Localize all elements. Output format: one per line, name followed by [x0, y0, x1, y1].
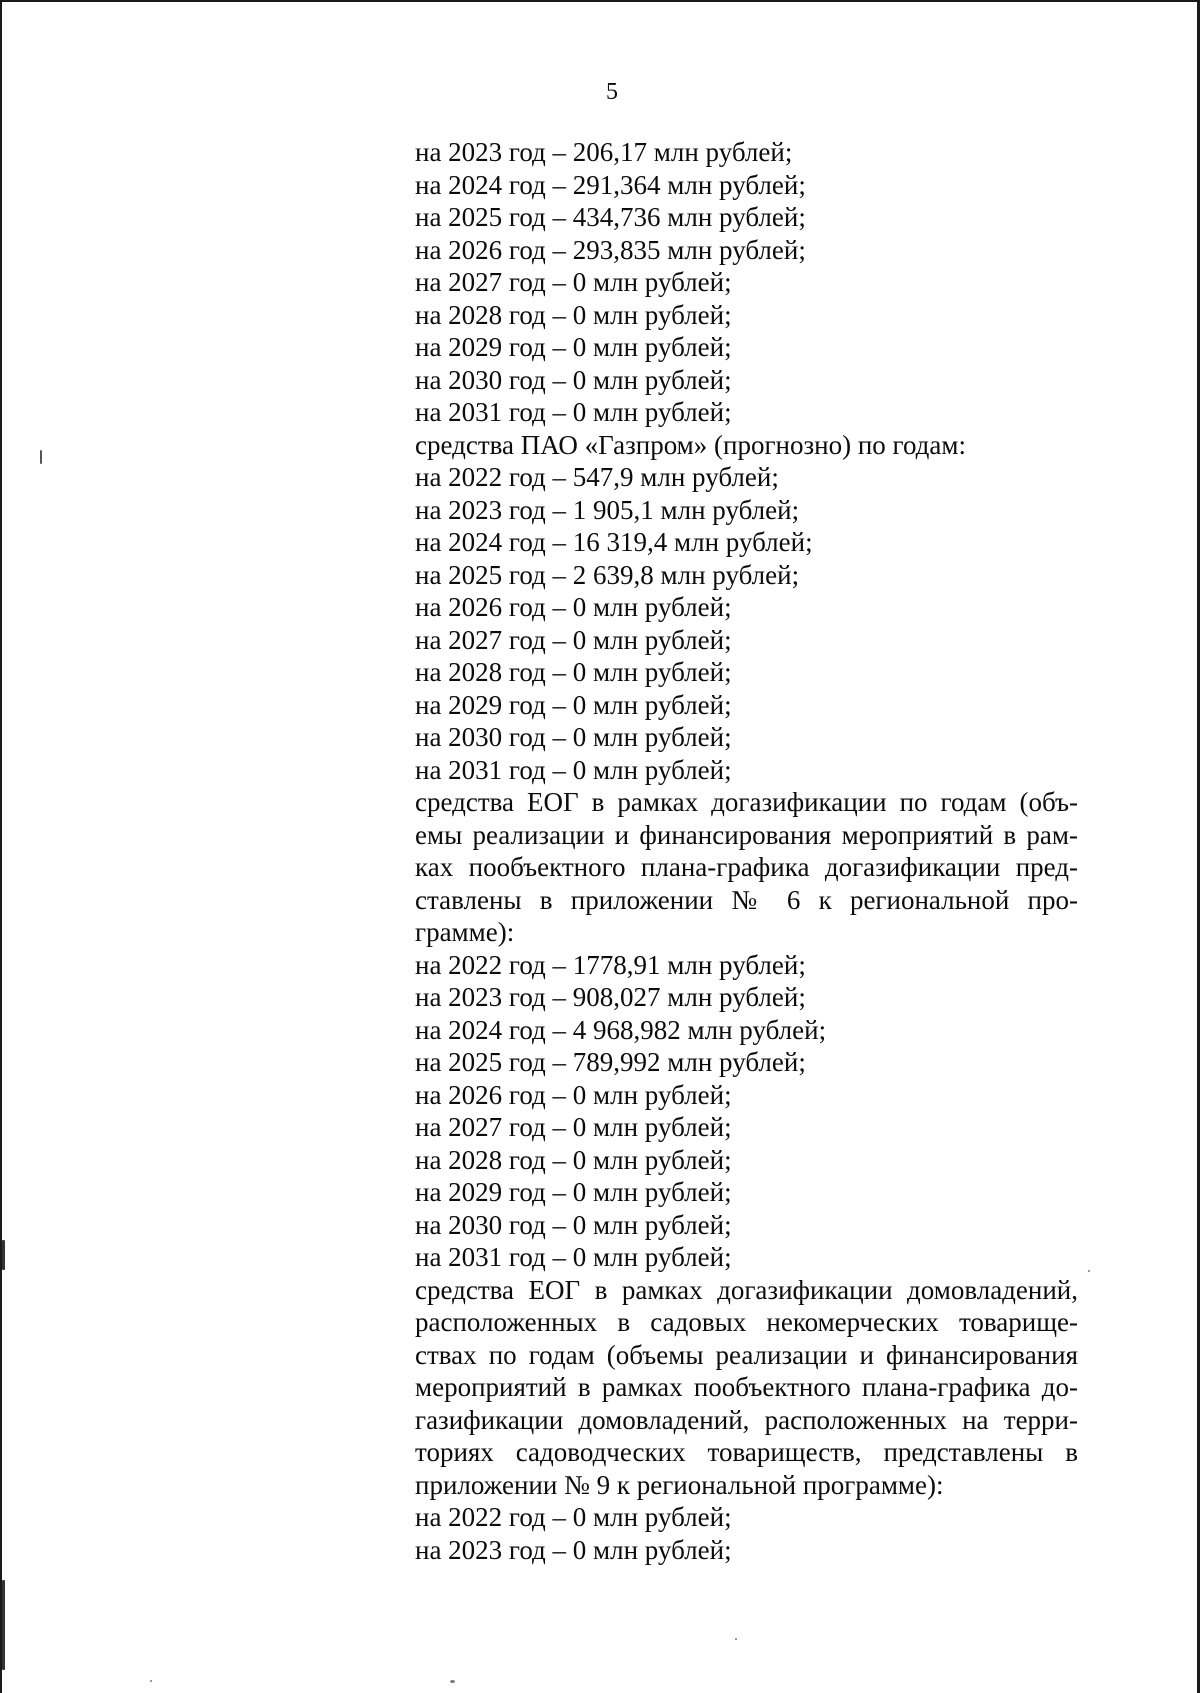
- year-line: на 2024 год – 291,364 млн рублей;: [415, 169, 806, 200]
- scan-border-top: [0, 0, 1200, 2]
- year-line: на 2024 год – 4 968,982 млн рублей;: [415, 1014, 827, 1045]
- block-heading-line: ках пообъектного плана-графика догазификации пред-: [415, 852, 1078, 882]
- year-line: на 2030 год – 0 млн рублей;: [415, 722, 732, 752]
- block-heading-line: приложении № 9 к региональной программе):: [415, 1469, 944, 1500]
- funding-block-eog-garden-households: [415, 1274, 1078, 1567]
- year-line: на 2023 год – 0 млн рублей;: [415, 1534, 732, 1565]
- year-line: на 2022 год – 547,9 млн рублей;: [415, 462, 779, 492]
- scan-speck: [40, 450, 42, 464]
- year-line: на 2029 год – 0 млн рублей;: [415, 332, 732, 362]
- block-heading-line: средства ЕОГ в рамках догазификации домовладений,: [415, 1274, 1078, 1305]
- scan-speck: [450, 1680, 455, 1683]
- block-heading-line: средства ЕОГ в рамках догазификации по годам (объ-: [415, 787, 1078, 817]
- year-line: на 2028 год – 0 млн рублей;: [415, 1144, 732, 1175]
- year-line: на 2030 год – 0 млн рублей;: [415, 364, 732, 395]
- block-heading-line: ствах по годам (объемы реализации и финансирования: [415, 1339, 1078, 1370]
- year-line: на 2025 год – 2 639,8 млн рублей;: [415, 559, 800, 590]
- scan-speck: [735, 1638, 737, 1640]
- year-line: на 2027 год – 0 млн рублей;: [415, 624, 732, 655]
- scan-speck: [1088, 1270, 1090, 1272]
- year-line: на 2023 год – 206,17 млн рублей;: [415, 137, 793, 167]
- year-line: на 2027 год – 0 млн рублей;: [415, 267, 732, 297]
- year-line: на 2025 год – 434,736 млн рублей;: [415, 202, 806, 232]
- document-body: [415, 136, 1078, 1566]
- block-heading-line: ставлены в приложении № 6 к региональной про-: [415, 884, 1078, 915]
- block-heading-line: грамме):: [415, 917, 515, 947]
- page-number: 5: [606, 79, 618, 105]
- year-line: на 2030 год – 0 млн рублей;: [415, 1209, 732, 1240]
- year-line: на 2031 год – 0 млн рублей;: [415, 1242, 732, 1272]
- year-line: на 2031 год – 0 млн рублей;: [415, 397, 732, 427]
- year-line: на 2028 год – 0 млн рублей;: [415, 299, 732, 330]
- block-heading-line: емы реализации и финансирования мероприятий в рам-: [415, 819, 1078, 850]
- year-line: на 2025 год – 789,992 млн рублей;: [415, 1047, 806, 1077]
- block-heading-line: ториях садоводческих товариществ, представлены в: [415, 1437, 1078, 1467]
- scan-speck: [2, 1580, 5, 1670]
- year-line: на 2023 год – 1 905,1 млн рублей;: [415, 494, 800, 525]
- year-line: на 2028 год – 0 млн рублей;: [415, 657, 732, 687]
- year-line: на 2024 год – 16 319,4 млн рублей;: [415, 527, 813, 557]
- year-line: на 2026 год – 0 млн рублей;: [415, 592, 732, 622]
- funding-block-eog-gasification: [415, 786, 1078, 1274]
- block-heading-line: мероприятий в рамках пообъектного плана-графика до-: [415, 1372, 1078, 1402]
- scan-speck: [2, 1240, 5, 1270]
- funding-block-1: [415, 136, 1078, 429]
- year-line: на 2027 год – 0 млн рублей;: [415, 1112, 732, 1142]
- year-line: на 2022 год – 1778,91 млн рублей;: [415, 949, 806, 980]
- year-line: на 2022 год – 0 млн рублей;: [415, 1502, 732, 1532]
- scan-border-left: [0, 0, 2, 1693]
- year-line: на 2026 год – 0 млн рублей;: [415, 1079, 732, 1110]
- block-heading: средства ПАО «Газпром» (прогнозно) по годам:: [415, 429, 966, 460]
- block-heading-line: расположенных в садовых некомерческих товарище-: [415, 1307, 1078, 1337]
- funding-block-gazprom: [415, 429, 1078, 787]
- year-line: на 2026 год – 293,835 млн рублей;: [415, 234, 806, 265]
- year-line: на 2023 год – 908,027 млн рублей;: [415, 982, 806, 1012]
- year-line: на 2031 год – 0 млн рублей;: [415, 754, 732, 785]
- block-heading-line: газификации домовладений, расположенных на терри-: [415, 1404, 1078, 1435]
- scan-speck: [150, 1680, 152, 1682]
- year-line: на 2029 год – 0 млн рублей;: [415, 689, 732, 720]
- year-line: на 2029 год – 0 млн рублей;: [415, 1177, 732, 1207]
